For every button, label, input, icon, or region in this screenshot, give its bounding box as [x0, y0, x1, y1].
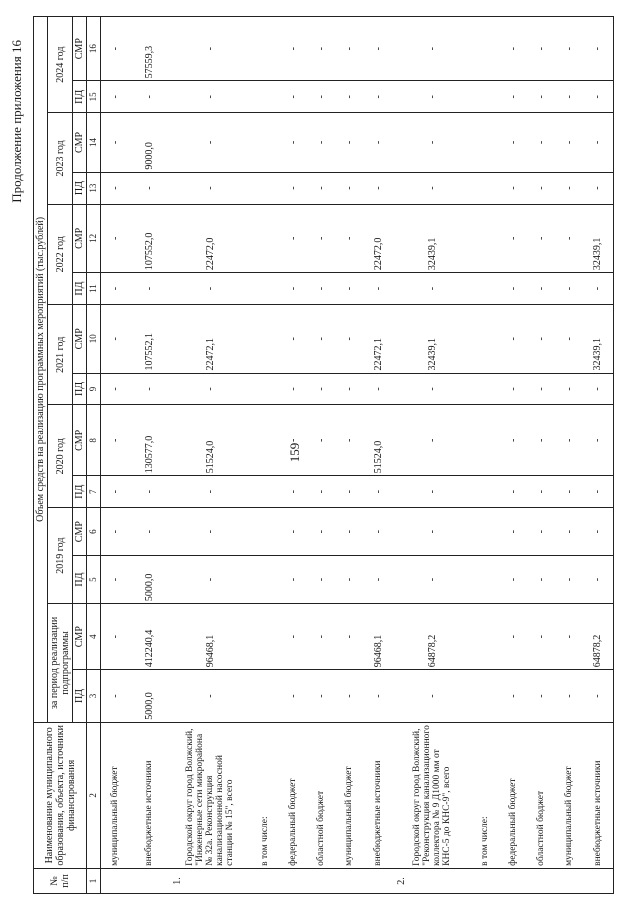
- value-cell: -: [555, 476, 583, 508]
- value-cell: 64878,2: [583, 604, 613, 670]
- value-cell: -: [169, 273, 251, 305]
- value-cell: [471, 305, 499, 373]
- value-cell: -: [279, 373, 307, 405]
- value-cell: -: [307, 373, 335, 405]
- value-cell: -: [393, 113, 471, 172]
- value-cell: -: [307, 17, 335, 81]
- column-number: 10: [87, 305, 101, 373]
- value-cell: -: [169, 17, 251, 81]
- value-cell: -: [527, 81, 555, 113]
- value-cell: -: [335, 113, 363, 172]
- value-cell: -: [499, 172, 527, 204]
- value-cell: -: [499, 204, 527, 272]
- value-cell: -: [279, 81, 307, 113]
- value-cell: 107552,0: [129, 204, 169, 272]
- header-pd: ПД: [73, 373, 87, 405]
- value-cell: -: [335, 670, 363, 723]
- value-cell: 32439,1: [393, 305, 471, 373]
- table-row: [251, 17, 279, 894]
- value-cell: -: [279, 670, 307, 723]
- header-year-2020: 2020 год: [48, 405, 73, 508]
- column-number: 4: [87, 604, 101, 670]
- value-cell: -: [583, 373, 613, 405]
- header-pd: ПД: [73, 476, 87, 508]
- value-cell: -: [307, 172, 335, 204]
- value-cell: -: [279, 113, 307, 172]
- value-cell: -: [279, 405, 307, 476]
- value-cell: [251, 204, 279, 272]
- table-row: [363, 17, 393, 894]
- value-cell: -: [363, 556, 393, 604]
- value-cell: -: [169, 113, 251, 172]
- value-cell: -: [555, 604, 583, 670]
- table-header: [34, 17, 101, 894]
- value-cell: -: [169, 81, 251, 113]
- value-cell: -: [279, 556, 307, 604]
- value-cell: 96468,1: [363, 604, 393, 670]
- value-cell: [251, 172, 279, 204]
- header-no: № п/п: [34, 868, 87, 893]
- value-cell: -: [555, 405, 583, 476]
- value-cell: -: [499, 604, 527, 670]
- value-cell: -: [527, 556, 555, 604]
- value-cell: -: [393, 17, 471, 81]
- value-cell: 5000,0: [129, 556, 169, 604]
- value-cell: 22472,0: [363, 204, 393, 272]
- value-cell: -: [279, 273, 307, 305]
- value-cell: -: [101, 604, 130, 670]
- row-number: [555, 868, 583, 893]
- row-name: федеральный бюджет: [279, 722, 307, 868]
- column-number: 7: [87, 476, 101, 508]
- row-number: 2.: [393, 868, 471, 893]
- value-cell: -: [169, 670, 251, 723]
- value-cell: -: [335, 204, 363, 272]
- value-cell: -: [169, 476, 251, 508]
- value-cell: -: [335, 305, 363, 373]
- value-cell: -: [555, 305, 583, 373]
- header-year-2021: 2021 год: [48, 305, 73, 405]
- value-cell: [251, 508, 279, 556]
- row-number: [499, 868, 527, 893]
- value-cell: -: [101, 81, 130, 113]
- header-smr: СМР: [73, 17, 87, 81]
- value-cell: -: [335, 604, 363, 670]
- value-cell: -: [307, 405, 335, 476]
- value-cell: -: [307, 113, 335, 172]
- header-smr: СМР: [73, 604, 87, 670]
- value-cell: -: [583, 113, 613, 172]
- value-cell: -: [583, 81, 613, 113]
- value-cell: [471, 556, 499, 604]
- table-row: [583, 17, 613, 894]
- value-cell: -: [555, 204, 583, 272]
- value-cell: -: [363, 81, 393, 113]
- value-cell: 22472,1: [363, 305, 393, 373]
- value-cell: -: [363, 476, 393, 508]
- value-cell: -: [335, 556, 363, 604]
- value-cell: -: [279, 172, 307, 204]
- value-cell: -: [583, 556, 613, 604]
- value-cell: [471, 172, 499, 204]
- value-cell: -: [499, 373, 527, 405]
- value-cell: -: [555, 508, 583, 556]
- value-cell: -: [499, 556, 527, 604]
- value-cell: -: [393, 670, 471, 723]
- value-cell: -: [527, 273, 555, 305]
- value-cell: -: [335, 172, 363, 204]
- row-name: областной бюджет: [307, 722, 335, 868]
- value-cell: [471, 81, 499, 113]
- value-cell: 32439,1: [583, 204, 613, 272]
- value-cell: -: [169, 556, 251, 604]
- row-name: Городской округ город Волжский, "Инженерные сети микрорайона № 32а. Реконструкция канализационной насосной станции № 15", всего: [169, 722, 251, 868]
- value-cell: -: [499, 670, 527, 723]
- value-cell: [251, 373, 279, 405]
- value-cell: -: [393, 405, 471, 476]
- value-cell: -: [527, 17, 555, 81]
- value-cell: -: [363, 113, 393, 172]
- row-number: [129, 868, 169, 893]
- row-number: [527, 868, 555, 893]
- column-number: 9: [87, 373, 101, 405]
- value-cell: -: [527, 172, 555, 204]
- value-cell: -: [169, 508, 251, 556]
- value-cell: -: [129, 476, 169, 508]
- value-cell: -: [583, 508, 613, 556]
- header-smr: СМР: [73, 204, 87, 272]
- value-cell: -: [101, 17, 130, 81]
- value-cell: [251, 476, 279, 508]
- value-cell: -: [527, 604, 555, 670]
- header-smr: СМР: [73, 305, 87, 373]
- value-cell: 32439,1: [583, 305, 613, 373]
- column-number: 14: [87, 113, 101, 172]
- value-cell: -: [527, 204, 555, 272]
- value-cell: -: [101, 476, 130, 508]
- value-cell: -: [101, 172, 130, 204]
- header-pd: ПД: [73, 273, 87, 305]
- column-number: 16: [87, 17, 101, 81]
- value-cell: -: [499, 405, 527, 476]
- value-cell: -: [307, 305, 335, 373]
- value-cell: [251, 604, 279, 670]
- value-cell: -: [583, 172, 613, 204]
- column-number: 8: [87, 405, 101, 476]
- value-cell: [251, 81, 279, 113]
- value-cell: -: [527, 405, 555, 476]
- row-number: [363, 868, 393, 893]
- value-cell: [251, 17, 279, 81]
- row-number: [279, 868, 307, 893]
- value-cell: -: [555, 373, 583, 405]
- value-cell: -: [335, 373, 363, 405]
- value-cell: -: [335, 17, 363, 81]
- value-cell: -: [583, 476, 613, 508]
- value-cell: -: [101, 273, 130, 305]
- value-cell: [251, 305, 279, 373]
- value-cell: [471, 604, 499, 670]
- value-cell: -: [129, 81, 169, 113]
- value-cell: 96468,1: [169, 604, 251, 670]
- value-cell: -: [129, 273, 169, 305]
- value-cell: -: [279, 476, 307, 508]
- value-cell: 57559,3: [129, 17, 169, 81]
- value-cell: -: [555, 81, 583, 113]
- value-cell: 9000,0: [129, 113, 169, 172]
- value-cell: -: [583, 17, 613, 81]
- value-cell: -: [363, 670, 393, 723]
- value-cell: -: [101, 305, 130, 373]
- value-cell: -: [555, 113, 583, 172]
- value-cell: [471, 508, 499, 556]
- value-cell: -: [583, 405, 613, 476]
- header-pd: ПД: [73, 556, 87, 604]
- value-cell: -: [393, 81, 471, 113]
- column-number: 5: [87, 556, 101, 604]
- row-number: [471, 868, 499, 893]
- table-row: [129, 17, 169, 894]
- value-cell: [251, 405, 279, 476]
- table-row: [527, 17, 555, 894]
- header-smr: СМР: [73, 405, 87, 476]
- value-cell: -: [335, 508, 363, 556]
- value-cell: 5000,0: [129, 670, 169, 723]
- column-number: 12: [87, 204, 101, 272]
- header-year-2023: 2023 год: [48, 113, 73, 204]
- header-smr: СМР: [73, 113, 87, 172]
- value-cell: -: [101, 556, 130, 604]
- value-cell: -: [527, 373, 555, 405]
- table-row: [555, 17, 583, 894]
- value-cell: -: [527, 508, 555, 556]
- value-cell: -: [363, 273, 393, 305]
- table-row: [101, 17, 130, 894]
- table-row: [499, 17, 527, 894]
- row-name: муниципальный бюджет: [555, 722, 583, 868]
- row-name: муниципальный бюджет: [101, 722, 130, 868]
- value-cell: -: [129, 172, 169, 204]
- row-number: [307, 868, 335, 893]
- value-cell: 107552,1: [129, 305, 169, 373]
- row-name: в том числе:: [471, 722, 499, 868]
- value-cell: -: [101, 113, 130, 172]
- table-body: [101, 17, 614, 894]
- value-cell: [471, 670, 499, 723]
- value-cell: -: [279, 508, 307, 556]
- value-cell: -: [555, 556, 583, 604]
- value-cell: -: [307, 508, 335, 556]
- value-cell: -: [527, 670, 555, 723]
- value-cell: -: [169, 172, 251, 204]
- value-cell: -: [307, 273, 335, 305]
- header-smr: СМР: [73, 508, 87, 556]
- header-period: за период реализации подпрограммы: [48, 604, 73, 723]
- value-cell: -: [279, 17, 307, 81]
- column-number: 3: [87, 670, 101, 723]
- header-pd: ПД: [73, 81, 87, 113]
- value-cell: [251, 670, 279, 723]
- value-cell: -: [555, 670, 583, 723]
- table-row: [279, 17, 307, 894]
- value-cell: -: [363, 172, 393, 204]
- column-number: 13: [87, 172, 101, 204]
- table-row: [169, 17, 251, 894]
- table-row: [471, 17, 499, 894]
- value-cell: -: [583, 670, 613, 723]
- value-cell: -: [335, 476, 363, 508]
- value-cell: -: [499, 17, 527, 81]
- table-row: [335, 17, 363, 894]
- header-pd: ПД: [73, 670, 87, 723]
- value-cell: -: [499, 113, 527, 172]
- row-name: в том числе:: [251, 722, 279, 868]
- value-cell: -: [393, 508, 471, 556]
- header-pd: ПД: [73, 172, 87, 204]
- value-cell: -: [335, 405, 363, 476]
- value-cell: 130577,0: [129, 405, 169, 476]
- value-cell: [251, 556, 279, 604]
- column-number: 1: [87, 868, 101, 893]
- table-row: [393, 17, 471, 894]
- value-cell: [251, 113, 279, 172]
- value-cell: -: [499, 305, 527, 373]
- value-cell: [471, 113, 499, 172]
- column-number: 15: [87, 81, 101, 113]
- table-row: [307, 17, 335, 894]
- value-cell: -: [555, 17, 583, 81]
- value-cell: 412240,4: [129, 604, 169, 670]
- value-cell: -: [555, 172, 583, 204]
- row-name: внебюджетные источники: [363, 722, 393, 868]
- value-cell: [251, 273, 279, 305]
- row-name: федеральный бюджет: [499, 722, 527, 868]
- value-cell: -: [101, 670, 130, 723]
- value-cell: -: [363, 373, 393, 405]
- value-cell: [471, 373, 499, 405]
- value-cell: -: [101, 373, 130, 405]
- row-number: [583, 868, 613, 893]
- row-number: [251, 868, 279, 893]
- value-cell: -: [279, 305, 307, 373]
- value-cell: -: [335, 273, 363, 305]
- value-cell: -: [393, 556, 471, 604]
- value-cell: -: [499, 273, 527, 305]
- value-cell: -: [169, 373, 251, 405]
- value-cell: -: [583, 273, 613, 305]
- value-cell: [471, 405, 499, 476]
- value-cell: -: [363, 508, 393, 556]
- value-cell: [471, 273, 499, 305]
- value-cell: -: [527, 305, 555, 373]
- value-cell: -: [527, 113, 555, 172]
- value-cell: -: [363, 17, 393, 81]
- budget-table: [33, 16, 614, 894]
- value-cell: -: [279, 204, 307, 272]
- row-number: 1.: [169, 868, 251, 893]
- value-cell: -: [393, 273, 471, 305]
- value-cell: -: [335, 81, 363, 113]
- column-number: 11: [87, 273, 101, 305]
- column-number: 6: [87, 508, 101, 556]
- value-cell: -: [393, 476, 471, 508]
- value-cell: -: [393, 172, 471, 204]
- value-cell: [471, 476, 499, 508]
- page-number: 159: [287, 442, 302, 463]
- header-name: Наименование муниципального образования, объекта, источники финансирования: [34, 722, 87, 868]
- value-cell: -: [555, 273, 583, 305]
- row-name: муниципальный бюджет: [335, 722, 363, 868]
- value-cell: -: [307, 556, 335, 604]
- value-cell: -: [307, 476, 335, 508]
- value-cell: -: [307, 670, 335, 723]
- value-cell: -: [499, 81, 527, 113]
- value-cell: -: [129, 508, 169, 556]
- header-year-2024: 2024 год: [48, 17, 73, 113]
- value-cell: -: [499, 508, 527, 556]
- value-cell: -: [307, 604, 335, 670]
- value-cell: 51524,0: [363, 405, 393, 476]
- value-cell: -: [279, 604, 307, 670]
- row-number: [335, 868, 363, 893]
- value-cell: [471, 204, 499, 272]
- value-cell: -: [527, 476, 555, 508]
- value-cell: 51524,0: [169, 405, 251, 476]
- row-name: внебюджетные источники: [129, 722, 169, 868]
- value-cell: -: [393, 373, 471, 405]
- appendix-caption: Продолжение приложения 16: [9, 40, 24, 203]
- value-cell: -: [499, 476, 527, 508]
- value-cell: -: [101, 508, 130, 556]
- header-year-2019: 2019 год: [48, 508, 73, 604]
- value-cell: 22472,1: [169, 305, 251, 373]
- value-cell: 32439,1: [393, 204, 471, 272]
- row-name: внебюджетные источники: [583, 722, 613, 868]
- value-cell: -: [101, 405, 130, 476]
- value-cell: 22472,0: [169, 204, 251, 272]
- row-name: областной бюджет: [527, 722, 555, 868]
- row-name: Городской округ город Волжский, "Реконструкция канализационного коллектора № 9 Д1000 мм от КНС-5 до КНС-9", всего: [393, 722, 471, 868]
- value-cell: [471, 17, 499, 81]
- header-group-title: Объем средств на реализацию программных мероприятий (тыс.рублей): [34, 17, 48, 723]
- value-cell: -: [307, 204, 335, 272]
- value-cell: 64878,2: [393, 604, 471, 670]
- value-cell: -: [307, 81, 335, 113]
- column-number: 2: [87, 722, 101, 868]
- value-cell: -: [101, 204, 130, 272]
- row-number: [101, 868, 130, 893]
- value-cell: -: [129, 373, 169, 405]
- header-year-2022: 2022 год: [48, 204, 73, 304]
